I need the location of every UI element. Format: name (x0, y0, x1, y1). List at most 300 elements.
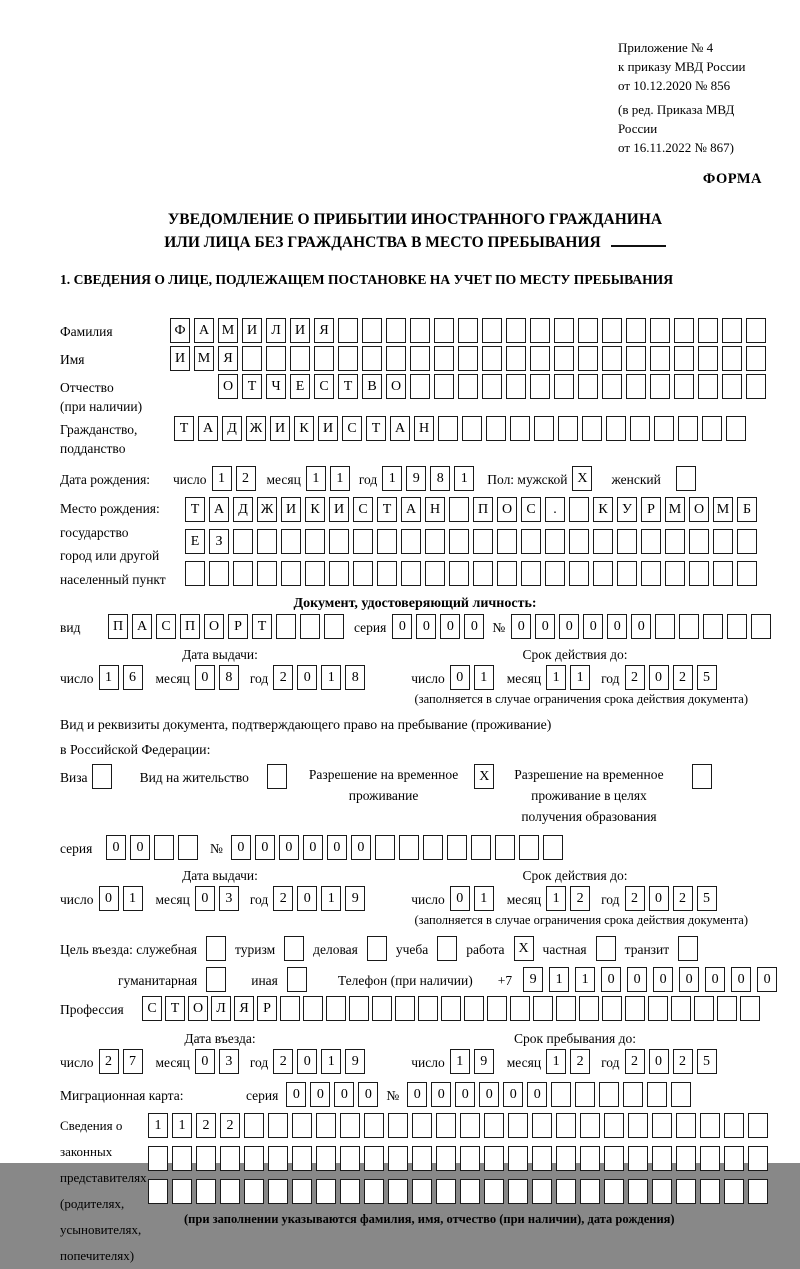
char-cell[interactable]: 2 (273, 665, 293, 690)
char-cell[interactable] (724, 1179, 744, 1204)
char-cell[interactable] (388, 1146, 408, 1171)
char-cell[interactable]: 6 (123, 665, 143, 690)
char-cell[interactable] (395, 996, 415, 1021)
char-cell[interactable]: 2 (625, 1049, 645, 1074)
char-cell[interactable] (436, 1113, 456, 1138)
char-cell[interactable]: 2 (220, 1113, 240, 1138)
char-cell[interactable]: М (194, 346, 214, 371)
char-cell[interactable]: С (314, 374, 334, 399)
char-cell[interactable] (604, 1113, 624, 1138)
char-cell[interactable] (436, 1146, 456, 1171)
char-cell[interactable] (329, 529, 349, 554)
char-cell[interactable] (676, 1113, 696, 1138)
char-cell[interactable]: 0 (351, 835, 371, 860)
char-cell[interactable] (593, 529, 613, 554)
char-cell[interactable] (700, 1179, 720, 1204)
char-cell[interactable] (508, 1113, 528, 1138)
char-cell[interactable] (471, 835, 491, 860)
char-cell[interactable] (340, 1146, 360, 1171)
char-cell[interactable] (530, 318, 550, 343)
char-cell[interactable] (316, 1113, 336, 1138)
char-cell[interactable] (303, 996, 323, 1021)
char-cell[interactable] (641, 561, 661, 586)
char-cell[interactable] (665, 561, 685, 586)
char-cell[interactable] (532, 1113, 552, 1138)
char-cell[interactable] (220, 1179, 240, 1204)
char-cell[interactable] (628, 1146, 648, 1171)
male-checkbox[interactable]: X (572, 466, 592, 491)
char-cell[interactable]: 2 (570, 1049, 590, 1074)
char-cell[interactable]: 2 (673, 1049, 693, 1074)
char-cell[interactable] (722, 346, 742, 371)
char-cell[interactable]: 1 (575, 967, 595, 992)
char-cell[interactable]: Т (174, 416, 194, 441)
char-cell[interactable]: 2 (673, 886, 693, 911)
char-cell[interactable]: 2 (99, 1049, 119, 1074)
char-cell[interactable] (628, 1179, 648, 1204)
char-cell[interactable] (196, 1146, 216, 1171)
char-cell[interactable] (484, 1146, 504, 1171)
char-cell[interactable] (438, 416, 458, 441)
char-cell[interactable]: 0 (358, 1082, 378, 1107)
char-cell[interactable]: А (390, 416, 410, 441)
char-cell[interactable]: И (318, 416, 338, 441)
char-cell[interactable] (292, 1113, 312, 1138)
char-cell[interactable]: Л (266, 318, 286, 343)
char-cell[interactable]: О (386, 374, 406, 399)
char-cell[interactable]: О (497, 497, 517, 522)
char-cell[interactable] (316, 1146, 336, 1171)
char-cell[interactable]: 1 (321, 1049, 341, 1074)
char-cell[interactable] (665, 529, 685, 554)
char-cell[interactable] (506, 318, 526, 343)
char-cell[interactable]: А (401, 497, 421, 522)
char-cell[interactable] (602, 346, 622, 371)
char-cell[interactable]: Ж (246, 416, 266, 441)
char-cell[interactable] (484, 1179, 504, 1204)
char-cell[interactable]: 2 (625, 886, 645, 911)
char-cell[interactable]: Т (338, 374, 358, 399)
char-cell[interactable] (578, 346, 598, 371)
char-cell[interactable]: А (132, 614, 152, 639)
char-cell[interactable]: 5 (697, 886, 717, 911)
char-cell[interactable] (694, 996, 714, 1021)
char-cell[interactable]: Я (234, 996, 254, 1021)
char-cell[interactable] (364, 1113, 384, 1138)
char-cell[interactable]: 1 (321, 886, 341, 911)
char-cell[interactable]: 0 (559, 614, 579, 639)
char-cell[interactable]: 0 (631, 614, 651, 639)
char-cell[interactable] (554, 374, 574, 399)
char-cell[interactable] (623, 1082, 643, 1107)
char-cell[interactable] (340, 1113, 360, 1138)
purpose-private-checkbox[interactable] (596, 936, 616, 961)
char-cell[interactable] (569, 561, 589, 586)
char-cell[interactable] (630, 416, 650, 441)
char-cell[interactable] (268, 1146, 288, 1171)
char-cell[interactable] (545, 529, 565, 554)
char-cell[interactable]: 1 (474, 665, 494, 690)
char-cell[interactable]: 0 (327, 835, 347, 860)
char-cell[interactable] (652, 1179, 672, 1204)
char-cell[interactable]: 9 (345, 1049, 365, 1074)
char-cell[interactable] (510, 416, 530, 441)
char-cell[interactable] (386, 346, 406, 371)
purpose-humanitarian-checkbox[interactable] (206, 967, 226, 992)
char-cell[interactable]: 1 (212, 466, 232, 491)
char-cell[interactable]: 0 (653, 967, 673, 992)
char-cell[interactable] (449, 497, 469, 522)
char-cell[interactable] (399, 835, 419, 860)
char-cell[interactable] (473, 529, 493, 554)
char-cell[interactable] (460, 1146, 480, 1171)
char-cell[interactable]: 0 (297, 1049, 317, 1074)
char-cell[interactable] (233, 529, 253, 554)
char-cell[interactable] (532, 1146, 552, 1171)
char-cell[interactable] (460, 1179, 480, 1204)
char-cell[interactable]: 9 (523, 967, 543, 992)
char-cell[interactable] (724, 1113, 744, 1138)
char-cell[interactable] (722, 374, 742, 399)
char-cell[interactable]: 1 (148, 1113, 168, 1138)
char-cell[interactable]: 0 (583, 614, 603, 639)
char-cell[interactable] (434, 318, 454, 343)
char-cell[interactable]: 5 (697, 665, 717, 690)
char-cell[interactable]: С (521, 497, 541, 522)
char-cell[interactable] (569, 529, 589, 554)
char-cell[interactable] (487, 996, 507, 1021)
char-cell[interactable]: 0 (535, 614, 555, 639)
char-cell[interactable] (533, 996, 553, 1021)
char-cell[interactable] (464, 996, 484, 1021)
char-cell[interactable] (401, 529, 421, 554)
char-cell[interactable]: В (362, 374, 382, 399)
char-cell[interactable]: 0 (479, 1082, 499, 1107)
char-cell[interactable] (698, 374, 718, 399)
char-cell[interactable] (329, 561, 349, 586)
char-cell[interactable] (556, 996, 576, 1021)
char-cell[interactable]: 0 (757, 967, 777, 992)
char-cell[interactable]: Т (366, 416, 386, 441)
char-cell[interactable]: 1 (99, 665, 119, 690)
char-cell[interactable]: 2 (625, 665, 645, 690)
char-cell[interactable]: Н (425, 497, 445, 522)
char-cell[interactable] (508, 1146, 528, 1171)
char-cell[interactable] (305, 561, 325, 586)
char-cell[interactable]: 8 (345, 665, 365, 690)
char-cell[interactable] (580, 1146, 600, 1171)
char-cell[interactable] (281, 529, 301, 554)
char-cell[interactable]: 0 (731, 967, 751, 992)
char-cell[interactable] (244, 1113, 264, 1138)
char-cell[interactable] (521, 561, 541, 586)
char-cell[interactable]: 0 (310, 1082, 330, 1107)
char-cell[interactable] (338, 346, 358, 371)
char-cell[interactable]: 0 (679, 967, 699, 992)
char-cell[interactable]: 1 (549, 967, 569, 992)
char-cell[interactable] (626, 318, 646, 343)
char-cell[interactable] (578, 374, 598, 399)
char-cell[interactable]: П (180, 614, 200, 639)
char-cell[interactable]: 0 (231, 835, 251, 860)
char-cell[interactable]: 0 (464, 614, 484, 639)
char-cell[interactable]: 1 (546, 1049, 566, 1074)
char-cell[interactable] (362, 318, 382, 343)
char-cell[interactable] (154, 835, 174, 860)
char-cell[interactable] (458, 318, 478, 343)
char-cell[interactable] (482, 318, 502, 343)
purpose-work-checkbox[interactable]: X (514, 936, 534, 961)
char-cell[interactable]: К (294, 416, 314, 441)
char-cell[interactable]: Я (218, 346, 238, 371)
char-cell[interactable] (556, 1113, 576, 1138)
char-cell[interactable] (486, 416, 506, 441)
char-cell[interactable] (602, 318, 622, 343)
char-cell[interactable] (655, 614, 675, 639)
char-cell[interactable]: 9 (345, 886, 365, 911)
char-cell[interactable] (698, 318, 718, 343)
char-cell[interactable] (326, 996, 346, 1021)
purpose-tourism-checkbox[interactable] (284, 936, 304, 961)
char-cell[interactable]: 0 (106, 835, 126, 860)
char-cell[interactable] (713, 529, 733, 554)
char-cell[interactable] (671, 1082, 691, 1107)
char-cell[interactable] (748, 1179, 768, 1204)
char-cell[interactable]: Т (252, 614, 272, 639)
char-cell[interactable] (689, 561, 709, 586)
char-cell[interactable]: О (188, 996, 208, 1021)
char-cell[interactable]: 2 (196, 1113, 216, 1138)
char-cell[interactable]: 1 (330, 466, 350, 491)
char-cell[interactable] (349, 996, 369, 1021)
char-cell[interactable]: С (142, 996, 162, 1021)
char-cell[interactable] (545, 561, 565, 586)
char-cell[interactable] (276, 614, 296, 639)
char-cell[interactable]: 0 (255, 835, 275, 860)
char-cell[interactable]: 0 (279, 835, 299, 860)
char-cell[interactable] (556, 1146, 576, 1171)
char-cell[interactable]: 0 (303, 835, 323, 860)
char-cell[interactable]: 1 (454, 466, 474, 491)
char-cell[interactable] (266, 346, 286, 371)
char-cell[interactable] (372, 996, 392, 1021)
char-cell[interactable] (575, 1082, 595, 1107)
char-cell[interactable]: О (218, 374, 238, 399)
char-cell[interactable]: А (209, 497, 229, 522)
char-cell[interactable] (700, 1113, 720, 1138)
char-cell[interactable]: Ж (257, 497, 277, 522)
char-cell[interactable]: 0 (407, 1082, 427, 1107)
char-cell[interactable] (617, 561, 637, 586)
char-cell[interactable] (473, 561, 493, 586)
char-cell[interactable] (746, 318, 766, 343)
char-cell[interactable]: Р (257, 996, 277, 1021)
char-cell[interactable] (324, 614, 344, 639)
char-cell[interactable]: Б (737, 497, 757, 522)
char-cell[interactable]: 1 (306, 466, 326, 491)
char-cell[interactable] (554, 318, 574, 343)
char-cell[interactable]: Т (242, 374, 262, 399)
char-cell[interactable] (434, 346, 454, 371)
char-cell[interactable] (316, 1179, 336, 1204)
char-cell[interactable] (702, 416, 722, 441)
char-cell[interactable] (748, 1113, 768, 1138)
char-cell[interactable] (724, 1146, 744, 1171)
char-cell[interactable] (641, 529, 661, 554)
char-cell[interactable]: 1 (382, 466, 402, 491)
char-cell[interactable]: 2 (570, 886, 590, 911)
char-cell[interactable] (671, 996, 691, 1021)
char-cell[interactable] (434, 374, 454, 399)
char-cell[interactable] (482, 374, 502, 399)
char-cell[interactable] (244, 1179, 264, 1204)
char-cell[interactable] (410, 346, 430, 371)
char-cell[interactable]: И (270, 416, 290, 441)
char-cell[interactable] (290, 346, 310, 371)
char-cell[interactable]: И (290, 318, 310, 343)
char-cell[interactable]: 0 (195, 886, 215, 911)
char-cell[interactable] (674, 346, 694, 371)
char-cell[interactable]: 0 (450, 665, 470, 690)
char-cell[interactable]: 1 (546, 665, 566, 690)
char-cell[interactable] (386, 318, 406, 343)
char-cell[interactable]: К (593, 497, 613, 522)
char-cell[interactable]: П (473, 497, 493, 522)
char-cell[interactable] (604, 1179, 624, 1204)
char-cell[interactable]: 3 (219, 1049, 239, 1074)
char-cell[interactable]: . (545, 497, 565, 522)
char-cell[interactable]: З (209, 529, 229, 554)
char-cell[interactable] (737, 561, 757, 586)
char-cell[interactable]: 1 (172, 1113, 192, 1138)
char-cell[interactable] (508, 1179, 528, 1204)
char-cell[interactable]: И (242, 318, 262, 343)
char-cell[interactable] (647, 1082, 667, 1107)
char-cell[interactable] (604, 1146, 624, 1171)
char-cell[interactable]: 2 (273, 1049, 293, 1074)
char-cell[interactable]: 0 (649, 886, 669, 911)
char-cell[interactable]: Т (377, 497, 397, 522)
char-cell[interactable] (602, 996, 622, 1021)
char-cell[interactable]: Т (185, 497, 205, 522)
char-cell[interactable]: Л (211, 996, 231, 1021)
char-cell[interactable] (244, 1146, 264, 1171)
char-cell[interactable]: У (617, 497, 637, 522)
char-cell[interactable] (521, 529, 541, 554)
char-cell[interactable] (748, 1146, 768, 1171)
char-cell[interactable]: 2 (673, 665, 693, 690)
char-cell[interactable]: Р (641, 497, 661, 522)
char-cell[interactable] (497, 529, 517, 554)
char-cell[interactable]: 3 (219, 886, 239, 911)
purpose-other-checkbox[interactable] (287, 967, 307, 992)
char-cell[interactable] (314, 346, 334, 371)
char-cell[interactable] (506, 374, 526, 399)
temp-residence-edu-checkbox[interactable] (692, 764, 712, 789)
char-cell[interactable]: А (194, 318, 214, 343)
char-cell[interactable] (460, 1113, 480, 1138)
char-cell[interactable] (257, 529, 277, 554)
char-cell[interactable]: Е (290, 374, 310, 399)
char-cell[interactable]: 1 (474, 886, 494, 911)
char-cell[interactable] (292, 1179, 312, 1204)
char-cell[interactable]: М (665, 497, 685, 522)
char-cell[interactable] (713, 561, 733, 586)
char-cell[interactable] (703, 614, 723, 639)
char-cell[interactable]: 0 (705, 967, 725, 992)
char-cell[interactable] (447, 835, 467, 860)
char-cell[interactable] (353, 529, 373, 554)
char-cell[interactable]: 7 (123, 1049, 143, 1074)
char-cell[interactable] (746, 346, 766, 371)
char-cell[interactable] (650, 346, 670, 371)
char-cell[interactable]: 0 (511, 614, 531, 639)
char-cell[interactable] (292, 1146, 312, 1171)
char-cell[interactable] (388, 1113, 408, 1138)
char-cell[interactable]: 0 (649, 1049, 669, 1074)
char-cell[interactable] (412, 1146, 432, 1171)
char-cell[interactable]: 0 (130, 835, 150, 860)
char-cell[interactable] (582, 416, 602, 441)
char-cell[interactable] (506, 346, 526, 371)
visa-checkbox[interactable] (92, 764, 112, 789)
char-cell[interactable]: 0 (195, 665, 215, 690)
purpose-official-checkbox[interactable] (206, 936, 226, 961)
char-cell[interactable]: С (342, 416, 362, 441)
char-cell[interactable] (220, 1146, 240, 1171)
char-cell[interactable] (458, 374, 478, 399)
char-cell[interactable] (412, 1179, 432, 1204)
char-cell[interactable] (364, 1179, 384, 1204)
char-cell[interactable] (617, 529, 637, 554)
char-cell[interactable]: 0 (195, 1049, 215, 1074)
char-cell[interactable] (674, 318, 694, 343)
char-cell[interactable] (530, 346, 550, 371)
char-cell[interactable] (484, 1113, 504, 1138)
char-cell[interactable] (543, 835, 563, 860)
char-cell[interactable] (458, 346, 478, 371)
char-cell[interactable] (353, 561, 373, 586)
char-cell[interactable] (674, 374, 694, 399)
char-cell[interactable]: Р (228, 614, 248, 639)
char-cell[interactable] (305, 529, 325, 554)
char-cell[interactable]: Е (185, 529, 205, 554)
char-cell[interactable]: Ф (170, 318, 190, 343)
char-cell[interactable]: 0 (527, 1082, 547, 1107)
char-cell[interactable] (578, 318, 598, 343)
char-cell[interactable]: 9 (406, 466, 426, 491)
char-cell[interactable] (172, 1179, 192, 1204)
char-cell[interactable]: С (156, 614, 176, 639)
residence-permit-checkbox[interactable] (267, 764, 287, 789)
char-cell[interactable] (412, 1113, 432, 1138)
char-cell[interactable] (268, 1179, 288, 1204)
char-cell[interactable]: Ч (266, 374, 286, 399)
char-cell[interactable]: Т (165, 996, 185, 1021)
char-cell[interactable] (569, 497, 589, 522)
char-cell[interactable] (534, 416, 554, 441)
char-cell[interactable]: И (281, 497, 301, 522)
char-cell[interactable] (726, 416, 746, 441)
char-cell[interactable] (209, 561, 229, 586)
char-cell[interactable] (727, 614, 747, 639)
char-cell[interactable]: 0 (297, 665, 317, 690)
char-cell[interactable] (196, 1179, 216, 1204)
char-cell[interactable] (676, 1179, 696, 1204)
char-cell[interactable] (338, 318, 358, 343)
char-cell[interactable] (556, 1179, 576, 1204)
char-cell[interactable]: 0 (607, 614, 627, 639)
